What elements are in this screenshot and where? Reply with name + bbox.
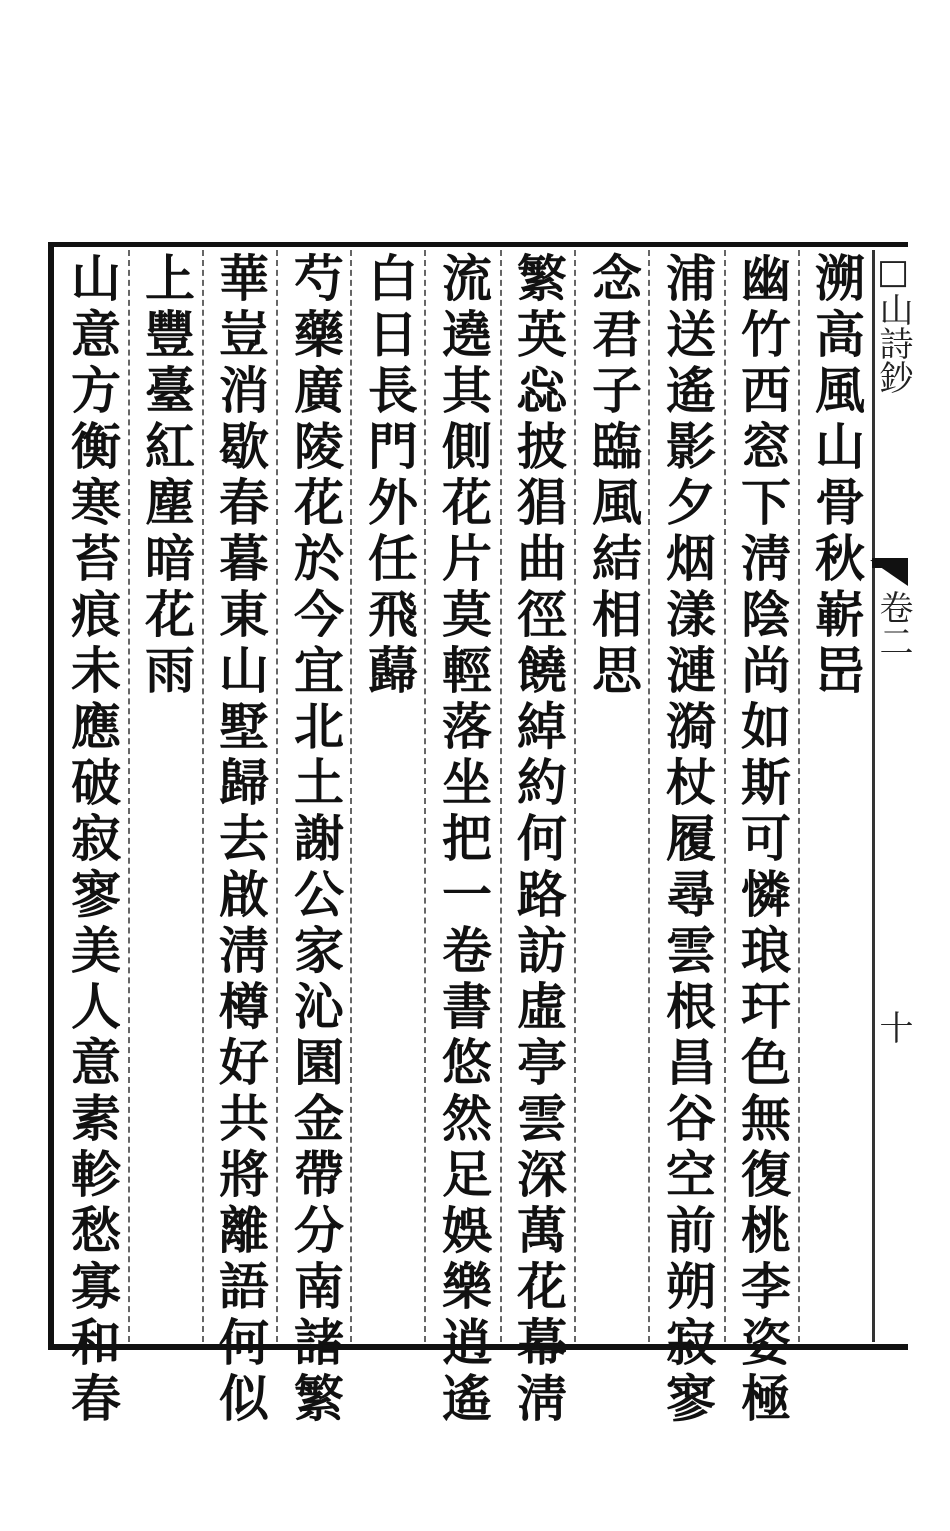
- column-rule: [574, 250, 576, 1342]
- margin-volume-label: 卷二: [873, 590, 913, 658]
- text-column: 華豈消歇春暮東山墅歸去啟淸樽好共將離語何似: [211, 252, 270, 1428]
- text-column: 上豐臺紅塵暗花雨: [137, 252, 196, 700]
- column-rule: [276, 250, 278, 1342]
- text-column: 流遶其側花片莫輕落坐把一卷書悠然足娛樂逍遙: [434, 252, 493, 1428]
- text-column: 芍藥廣陵花於今宜北土謝公家沁園金帶分南諸繁: [286, 252, 345, 1428]
- text-column: 白日長門外任飛蘬: [360, 252, 419, 700]
- text-column: 溯高風山骨秋嶄岊: [807, 252, 866, 700]
- fish-tail-mark-point: [870, 560, 908, 586]
- text-column: 幽竹西窓下淸陰尚如斯可憐琅玕色無復桃李姿極: [733, 252, 792, 1428]
- margin-book-title: □山詩鈔: [873, 252, 913, 394]
- text-column: 浦送遙影夕烟漾漣漪杖履尋雲根昌谷空前朔寂寥: [658, 252, 717, 1428]
- text-column: 山意方衡寒苔痕未應破寂寥美人意素軫愁寡和春: [63, 252, 122, 1428]
- text-column: 念君子臨風結相思: [584, 252, 643, 700]
- margin-page-number: 十: [873, 1010, 913, 1044]
- center-fold-rule: [872, 250, 875, 1342]
- text-column: 繁英惢披猖曲徑饒綽約何路訪虛亭雲深萬花幕淸: [509, 252, 568, 1428]
